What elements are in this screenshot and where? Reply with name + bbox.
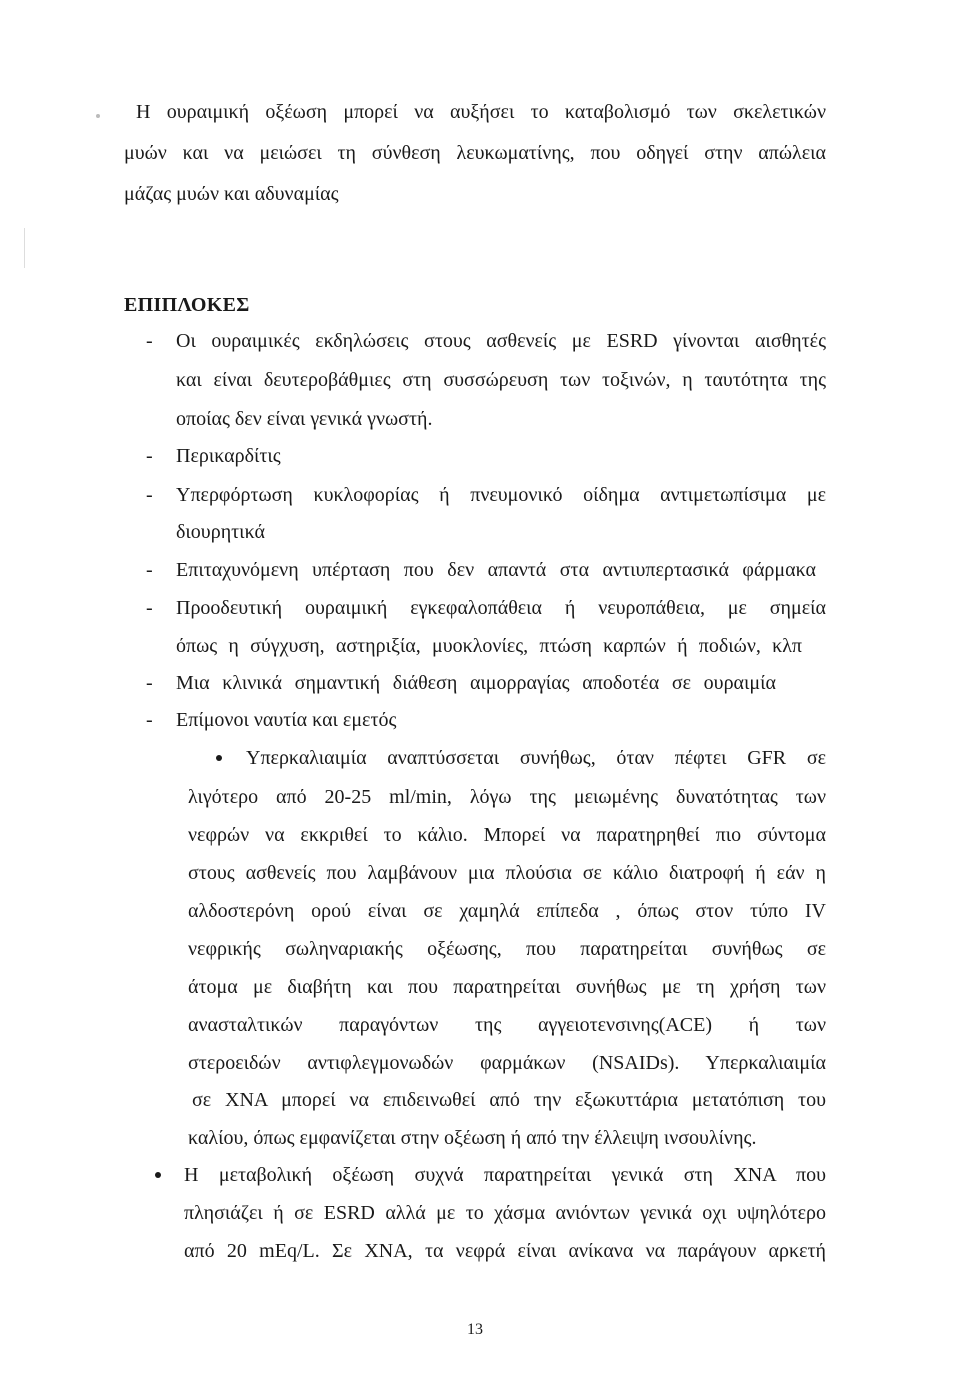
- complication-line: Επίμονοι ναυτία και εμετός: [176, 709, 397, 731]
- complication-line: Μια κλινικά σημαντική διάθεση αιμορραγίας αποδοτέα σε ουραιμία: [176, 672, 776, 694]
- bullet-line: νεφρικής σωληναριακής οξέωσης, που παρατηρείται συνήθως σε: [188, 938, 826, 960]
- bullet-icon: [155, 1172, 161, 1178]
- dash-marker: -: [146, 330, 153, 352]
- complication-line: Επιταχυνόμενη υπέρταση που δεν απαντά στα αντιυπερτασικά φάρμακα: [176, 559, 816, 581]
- intro-line: μάζας μυών και αδυναμίας: [124, 183, 339, 205]
- dash-marker: -: [146, 597, 153, 619]
- faint-bullet-icon: [96, 114, 100, 118]
- bullet-line: αλδοστερόνη ορού είναι σε χαμηλά επίπεδα , όπως στον τύπο IV: [188, 900, 826, 922]
- bullet-line: νεφρών να εκκριθεί το κάλιο. Μπορεί να παρατηρηθεί πιο σύντομα: [188, 824, 826, 846]
- complication-line: οποίας δεν είναι γενικά γνωστή.: [176, 408, 433, 430]
- bullet-line: στους ασθενείς που λαμβάνουν μια πλούσια σε κάλιο διατροφή ή εάν η: [188, 862, 826, 884]
- intro-line: Η ουραιμική οξέωση μπορεί να αυξήσει το καταβολισμό των σκελετικών: [136, 101, 826, 123]
- complication-line: διουρητικά: [176, 521, 265, 543]
- complication-line: όπως η σύγχυση, αστηριξία, μυοκλονίες, πτώση καρπών ή ποδιών, κλπ: [176, 635, 802, 657]
- complication-line: και είναι δευτεροβάθμιες στη συσσώρευση των τοξινών, η ταυτότητα της: [176, 369, 826, 391]
- complication-line: Περικαρδίτις: [176, 445, 281, 467]
- bullet-icon: [216, 755, 222, 761]
- complication-line: Προοδευτική ουραιμική εγκεφαλοπάθεια ή νευροπάθεια, με σημεία: [176, 597, 826, 619]
- dash-marker: -: [146, 484, 153, 506]
- bullet-line: λιγότερο από 20-25 ml/min, λόγω της μειωμένης δυνατότητας των: [188, 786, 826, 808]
- bullet-line: από 20 mEq/L. Σε XNA, τα νεφρά είναι ανίκανα να παράγουν αρκετή: [184, 1240, 826, 1262]
- dash-marker: -: [146, 445, 153, 467]
- bullet-line: Υπερκαλιαιμία αναπτύσσεται συνήθως, όταν πέφτει GFR σε: [246, 747, 826, 769]
- dash-marker: -: [146, 559, 153, 581]
- bullet-line: ανασταλτικών παραγόντων της αγγειοτενσινης(ACE) ή των: [188, 1014, 826, 1036]
- dash-marker: -: [146, 709, 153, 731]
- scan-artifact-line: [24, 228, 25, 268]
- bullet-line: άτομα με διαβήτη και που παρατηρείται συνήθως με τη χρήση των: [188, 976, 826, 998]
- complication-line: Οι ουραιμικές εκδηλώσεις στους ασθενείς με ESRD γίνονται αισθητές: [176, 330, 826, 352]
- section-heading: ΕΠΙΠΛΟΚΕΣ: [124, 294, 250, 316]
- bullet-line: σε XNA μπορεί να επιδεινωθεί από την εξωκυττάρια μετατόπιση του: [192, 1089, 826, 1111]
- bullet-line: καλίου, όπως εμφανίζεται στην οξέωση ή από την έλλειψη ινσουλίνης.: [188, 1127, 757, 1149]
- dash-marker: -: [146, 672, 153, 694]
- complication-line: Υπερφόρτωση κυκλοφορίας ή πνευμονικό οίδημα αντιμετωπίσιμα με: [176, 484, 826, 506]
- bullet-line: πλησιάζει ή σε ESRD αλλά με το χάσμα ανιόντων γενικά οχι υψηλότερο: [184, 1202, 826, 1224]
- intro-line: μυών και να μειώσει τη σύνθεση λευκωματίνης, που οδηγεί στην απώλεια: [124, 142, 826, 164]
- page-number: 13: [467, 1321, 483, 1338]
- bullet-line: στεροειδών αντιφλεγμονωδών φαρμάκων (NSAIDs). Υπερκαλιαιμία: [188, 1052, 826, 1074]
- bullet-line: Η μεταβολική οξέωση συχνά παρατηρείται γενικά στη XNA που: [184, 1164, 826, 1186]
